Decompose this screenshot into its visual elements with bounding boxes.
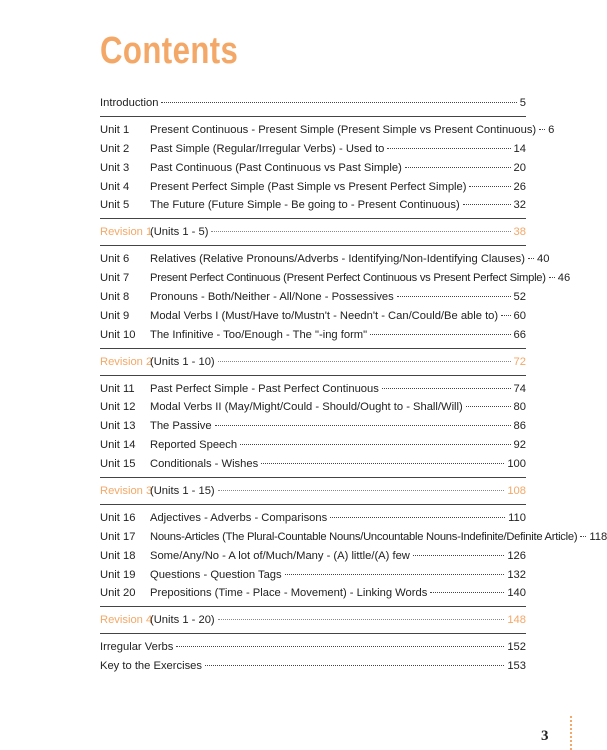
toc-leader-dots <box>218 490 505 491</box>
toc-page-number: 110 <box>508 511 526 524</box>
toc-unit-label: Unit 12 <box>100 401 136 414</box>
toc-unit-label: Unit 17 <box>100 530 136 543</box>
toc-leader-dots <box>469 186 510 187</box>
toc-unit-label: Unit 14 <box>100 439 136 452</box>
toc-page-number: 26 <box>513 180 526 193</box>
toc-row[interactable] <box>100 288 526 307</box>
toc-row[interactable] <box>100 307 526 326</box>
toc-leader-dots <box>397 296 511 297</box>
toc-leader-dots <box>176 646 504 647</box>
toc-page-number: 148 <box>507 614 526 627</box>
toc-entry-title: (Units 1 - 20) <box>150 614 215 627</box>
toc-row[interactable] <box>100 566 526 585</box>
toc-leader-dots <box>466 406 511 407</box>
section-divider <box>100 245 526 246</box>
toc-unit-label: Unit 20 <box>100 587 136 600</box>
toc-page-number: 118 <box>589 530 607 543</box>
toc-row[interactable] <box>100 547 526 566</box>
toc-page-number: 86 <box>513 420 526 433</box>
toc-row[interactable] <box>100 326 526 345</box>
section-divider <box>100 348 526 349</box>
toc-page-number: 153 <box>507 660 526 673</box>
toc-page-number: 52 <box>513 291 526 304</box>
toc-entry-title: Relatives (Relative Pronouns/Adverbs - Identifying/Non-Identifying Clauses) <box>150 253 525 266</box>
toc-leader-dots <box>161 102 516 103</box>
toc-leader-dots <box>285 574 505 575</box>
toc-row[interactable] <box>100 250 550 269</box>
toc-unit-label: Unit 19 <box>100 568 136 581</box>
toc-leader-dots <box>330 517 505 518</box>
toc-row[interactable] <box>100 94 526 113</box>
toc-leader-dots <box>430 592 504 593</box>
toc-unit-label: Unit 2 <box>100 142 130 155</box>
page-number: 3 <box>541 728 549 744</box>
toc-row[interactable] <box>100 436 526 455</box>
toc-revision-row[interactable] <box>100 482 526 501</box>
toc-leader-dots <box>211 231 510 232</box>
toc-unit-label: Unit 18 <box>100 549 136 562</box>
toc-page-number: 108 <box>507 485 526 498</box>
toc-page-number: 5 <box>519 97 526 109</box>
page-marker-dots <box>570 716 575 750</box>
toc-unit-label: Unit 1 <box>100 123 130 136</box>
toc-unit-label: Unit 15 <box>100 458 136 471</box>
section-divider <box>100 116 526 117</box>
toc-unit-label: Unit 5 <box>100 199 130 212</box>
toc-entry-title: Conditionals - Wishes <box>150 458 259 471</box>
toc-leader-dots <box>413 555 504 556</box>
toc-page-number: 6 <box>548 123 555 136</box>
toc-revision-row[interactable] <box>100 611 526 630</box>
toc-page-number: 72 <box>513 355 526 368</box>
toc-row[interactable] <box>100 178 526 197</box>
toc-row[interactable] <box>100 380 526 399</box>
toc-revision-row[interactable] <box>100 223 526 242</box>
toc-entry-title: Past Perfect Simple - Past Perfect Continuous <box>150 382 379 395</box>
toc-entry-title: Modal Verbs I (Must/Have to/Mustn't - Needn't - Can/Could/Be able to) <box>150 309 499 322</box>
toc-revision-row[interactable] <box>100 353 526 372</box>
toc-entry-title: Reported Speech <box>150 439 238 452</box>
toc-leader-dots <box>580 536 586 537</box>
toc-row[interactable] <box>100 159 526 178</box>
toc-unit-label: Unit 3 <box>100 161 130 174</box>
section-divider <box>100 633 526 634</box>
toc-entry-title: The Infinitive - Too/Enough - The "-ing form" <box>150 328 368 341</box>
toc-entry-title: Nouns-Articles (The Plural-Countable Nouns/Uncountable Nouns-Indefinite/Definite Article) <box>150 530 578 543</box>
toc-row[interactable] <box>100 638 526 657</box>
toc-row[interactable] <box>100 398 526 417</box>
toc-entry-title: Present Perfect Continuous (Present Perfect Continuous vs Present Perfect Simple) <box>150 272 546 285</box>
toc-row[interactable] <box>100 417 526 436</box>
section-divider <box>100 218 526 219</box>
toc-row[interactable] <box>100 528 607 547</box>
toc-page-number: 46 <box>557 272 571 285</box>
toc-unit-label: Unit 6 <box>100 253 130 266</box>
toc-page-number: 38 <box>513 226 526 239</box>
toc-entry-title: Past Simple (Regular/Irregular Verbs) - Used to <box>150 142 385 155</box>
page-title: Contents <box>100 30 239 72</box>
toc-entry-title: (Units 1 - 5) <box>150 226 209 239</box>
toc-leader-dots <box>218 361 511 362</box>
toc-page-number: 74 <box>513 382 526 395</box>
toc-entry-title: (Units 1 - 10) <box>150 355 215 368</box>
toc-entry-title: Past Continuous (Past Continuous vs Past Simple) <box>150 161 402 174</box>
toc-entry-title: Some/Any/No - A lot of/Much/Many - (A) little/(A) few <box>150 549 410 562</box>
toc-entry-title: The Passive <box>150 420 212 433</box>
toc-page-number: 32 <box>513 199 526 212</box>
toc-page-number: 140 <box>507 587 526 600</box>
toc-unit-label: Revision 1 <box>100 226 153 239</box>
toc-unit-label: Unit 7 <box>100 272 130 285</box>
toc-entry-title: Present Perfect Simple (Past Simple vs Present Perfect Simple) <box>150 180 467 193</box>
toc-leader-dots <box>218 619 505 620</box>
toc-leader-dots <box>261 463 504 464</box>
toc-row[interactable] <box>100 455 526 474</box>
toc-row[interactable] <box>100 657 526 676</box>
section-divider <box>100 606 526 607</box>
toc-leader-dots <box>405 167 511 168</box>
toc-row[interactable] <box>100 269 571 288</box>
toc-entry-title: Questions - Question Tags <box>150 568 282 581</box>
toc-page-number: 92 <box>513 439 526 452</box>
toc-page-number: 132 <box>507 568 526 581</box>
toc-unit-label: Revision 3 <box>100 485 153 498</box>
toc-leader-dots <box>205 665 504 666</box>
toc-page-number: 60 <box>513 309 526 322</box>
toc-entry-title: Pronouns - Both/Neither - All/None - Possessives <box>150 291 394 304</box>
toc-unit-label: Unit 10 <box>100 328 136 341</box>
toc-leader-dots <box>240 444 510 445</box>
toc-leader-dots <box>215 425 511 426</box>
section-divider <box>100 477 526 478</box>
toc-unit-label: Unit 4 <box>100 180 130 193</box>
toc-entry-title: Modal Verbs II (May/Might/Could - Should/Ought to - Shall/Will) <box>150 401 463 414</box>
toc-row[interactable] <box>100 196 526 215</box>
section-divider <box>100 504 526 505</box>
toc-unit-label: Unit 9 <box>100 309 130 322</box>
toc-leader-dots <box>501 315 510 316</box>
toc-leader-dots <box>382 388 511 389</box>
table-of-contents <box>100 94 607 676</box>
toc-entry-title: The Future (Future Simple - Be going to - Present Continuous) <box>150 199 460 212</box>
toc-page-number: 126 <box>507 549 526 562</box>
toc-leader-dots <box>387 148 510 149</box>
toc-entry-title: Irregular Verbs <box>100 641 174 654</box>
toc-unit-label: Unit 8 <box>100 291 130 304</box>
toc-entry-title: Present Continuous - Present Simple (Present Simple vs Present Continuous) <box>150 123 537 136</box>
toc-leader-dots <box>549 277 555 278</box>
toc-leader-dots <box>370 334 510 335</box>
toc-leader-dots <box>528 258 534 259</box>
toc-entry-title: Introduction <box>100 97 159 109</box>
toc-page-number: 152 <box>507 641 526 654</box>
toc-entry-title: Key to the Exercises <box>100 660 202 673</box>
toc-page-number: 80 <box>513 401 526 414</box>
toc-unit-label: Revision 4 <box>100 614 153 627</box>
toc-row[interactable] <box>100 121 555 140</box>
toc-row[interactable] <box>100 584 526 603</box>
toc-page-number: 14 <box>513 142 526 155</box>
toc-row[interactable] <box>100 509 526 528</box>
toc-row[interactable] <box>100 140 526 159</box>
toc-unit-label: Unit 11 <box>100 382 135 395</box>
toc-entry-title: (Units 1 - 15) <box>150 485 215 498</box>
toc-leader-dots <box>539 129 545 130</box>
toc-unit-label: Revision 2 <box>100 355 153 368</box>
toc-entry-title: Adjectives - Adverbs - Comparisons <box>150 511 328 524</box>
toc-leader-dots <box>463 204 511 205</box>
toc-entry-title: Prepositions (Time - Place - Movement) - Linking Words <box>150 587 428 600</box>
toc-page-number: 20 <box>513 161 526 174</box>
toc-unit-label: Unit 13 <box>100 420 136 433</box>
toc-unit-label: Unit 16 <box>100 511 136 524</box>
toc-page-number: 66 <box>513 328 526 341</box>
toc-page-number: 100 <box>507 458 526 471</box>
toc-page-number: 40 <box>536 253 550 266</box>
section-divider <box>100 375 526 376</box>
